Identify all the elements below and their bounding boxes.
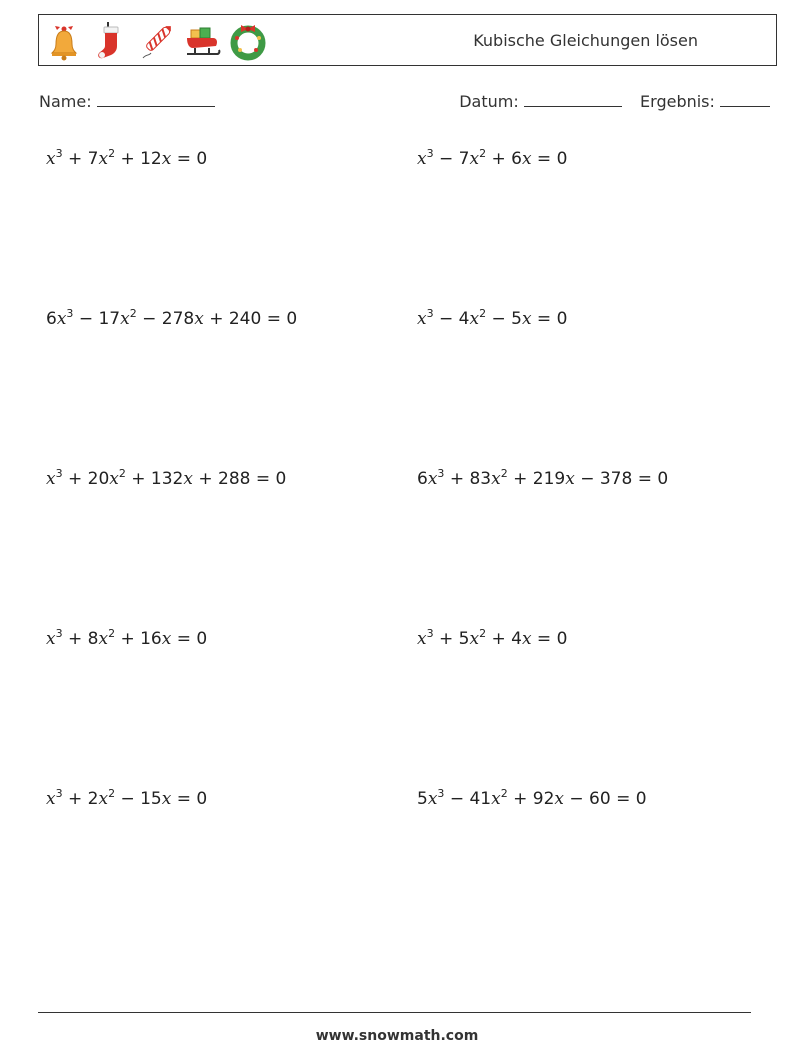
bell-icon [45, 20, 83, 62]
term: = 0 [531, 149, 568, 169]
variable: x [469, 309, 480, 329]
term: + 83 [444, 469, 492, 489]
term: 6 [417, 469, 428, 489]
exponent: 2 [118, 467, 126, 480]
term: + 8 [62, 629, 99, 649]
exponent: 2 [500, 467, 508, 480]
exponent: 2 [129, 307, 137, 320]
variable: x [46, 629, 56, 649]
term: + 2 [62, 789, 99, 809]
term: = 0 [171, 789, 208, 809]
variable: x [554, 789, 564, 809]
problem-8 [417, 629, 567, 649]
term: + 4 [486, 629, 522, 649]
result-label: Ergebnis: [640, 92, 715, 111]
term: = 0 [171, 149, 208, 169]
variable: x [98, 629, 109, 649]
variable: x [194, 309, 204, 329]
exponent: 3 [55, 467, 63, 480]
variable: x [46, 789, 56, 809]
term: − 60 = 0 [563, 789, 647, 809]
exponent: 3 [426, 147, 434, 160]
problem-2 [417, 149, 567, 169]
exponent: 2 [108, 787, 116, 800]
term: + 219 [507, 469, 566, 489]
variable: x [427, 789, 438, 809]
footer-url: www.snowmath.com [315, 1028, 479, 1044]
result-blank[interactable] [720, 92, 770, 107]
variable: x [469, 629, 480, 649]
exponent: 2 [108, 147, 116, 160]
variable: x [56, 309, 67, 329]
term: − 4 [433, 309, 470, 329]
variable: x [417, 149, 427, 169]
worksheet-title: Kubische Gleichungen lösen [473, 31, 698, 50]
problem-3 [46, 309, 297, 329]
variable: x [491, 789, 501, 809]
variable: x [161, 789, 172, 809]
variable: x [417, 309, 427, 329]
exponent: 3 [426, 307, 434, 320]
term: − 15 [115, 789, 162, 809]
term: = 0 [531, 309, 568, 329]
term: − 17 [73, 309, 121, 329]
date-label: Datum: [459, 92, 519, 111]
stocking-icon [91, 20, 129, 62]
variable: x [469, 149, 480, 169]
name-label: Name: [39, 92, 92, 111]
term: + 92 [507, 789, 555, 809]
exponent: 3 [55, 787, 63, 800]
variable: x [521, 149, 532, 169]
date-result-fields [459, 92, 770, 111]
term: + 288 = 0 [192, 469, 287, 489]
problem-7 [46, 629, 207, 649]
exponent: 3 [55, 627, 63, 640]
term: − 7 [433, 149, 470, 169]
term: + 240 = 0 [203, 309, 298, 329]
problem-4 [417, 309, 567, 329]
term: + 20 [62, 469, 110, 489]
problem-6 [417, 469, 668, 489]
variable: x [98, 789, 109, 809]
variable: x [109, 469, 119, 489]
candy-cane-rocket-icon [137, 20, 175, 62]
sleigh-icon [183, 20, 221, 62]
term: − 378 = 0 [574, 469, 669, 489]
term: = 0 [171, 629, 208, 649]
term: 6 [46, 309, 57, 329]
term: − 278 [136, 309, 195, 329]
exponent: 3 [55, 147, 63, 160]
term: + 5 [433, 629, 470, 649]
variable: x [161, 629, 172, 649]
term: + 132 [125, 469, 184, 489]
variable: x [161, 149, 172, 169]
exponent: 2 [479, 307, 487, 320]
problem-10 [417, 789, 647, 809]
variable: x [98, 149, 109, 169]
exponent: 2 [500, 787, 508, 800]
variable: x [491, 469, 501, 489]
decorative-icons [45, 19, 267, 63]
date-blank[interactable] [524, 92, 622, 107]
name-blank[interactable] [97, 92, 215, 107]
variable: x [120, 309, 130, 329]
problem-9 [46, 789, 207, 809]
wreath-icon [229, 20, 267, 62]
term: − 41 [444, 789, 492, 809]
term: − 5 [486, 309, 522, 329]
exponent: 3 [437, 467, 445, 480]
exponent: 2 [108, 627, 116, 640]
exponent: 2 [479, 627, 487, 640]
term: 5 [417, 789, 428, 809]
variable: x [417, 629, 427, 649]
problem-5 [46, 469, 286, 489]
footer-divider [38, 1012, 751, 1013]
problem-1 [46, 149, 207, 169]
variable: x [46, 149, 56, 169]
term: + 7 [62, 149, 99, 169]
variable: x [565, 469, 575, 489]
variable: x [521, 309, 532, 329]
variable: x [46, 469, 56, 489]
exponent: 3 [426, 627, 434, 640]
worksheet-header [38, 14, 777, 66]
term: + 12 [115, 149, 162, 169]
term: + 6 [486, 149, 522, 169]
name-field [39, 92, 215, 111]
variable: x [521, 629, 532, 649]
exponent: 3 [66, 307, 74, 320]
variable: x [427, 469, 438, 489]
exponent: 3 [437, 787, 445, 800]
exponent: 2 [479, 147, 487, 160]
term: = 0 [531, 629, 568, 649]
variable: x [183, 469, 193, 489]
term: + 16 [115, 629, 162, 649]
